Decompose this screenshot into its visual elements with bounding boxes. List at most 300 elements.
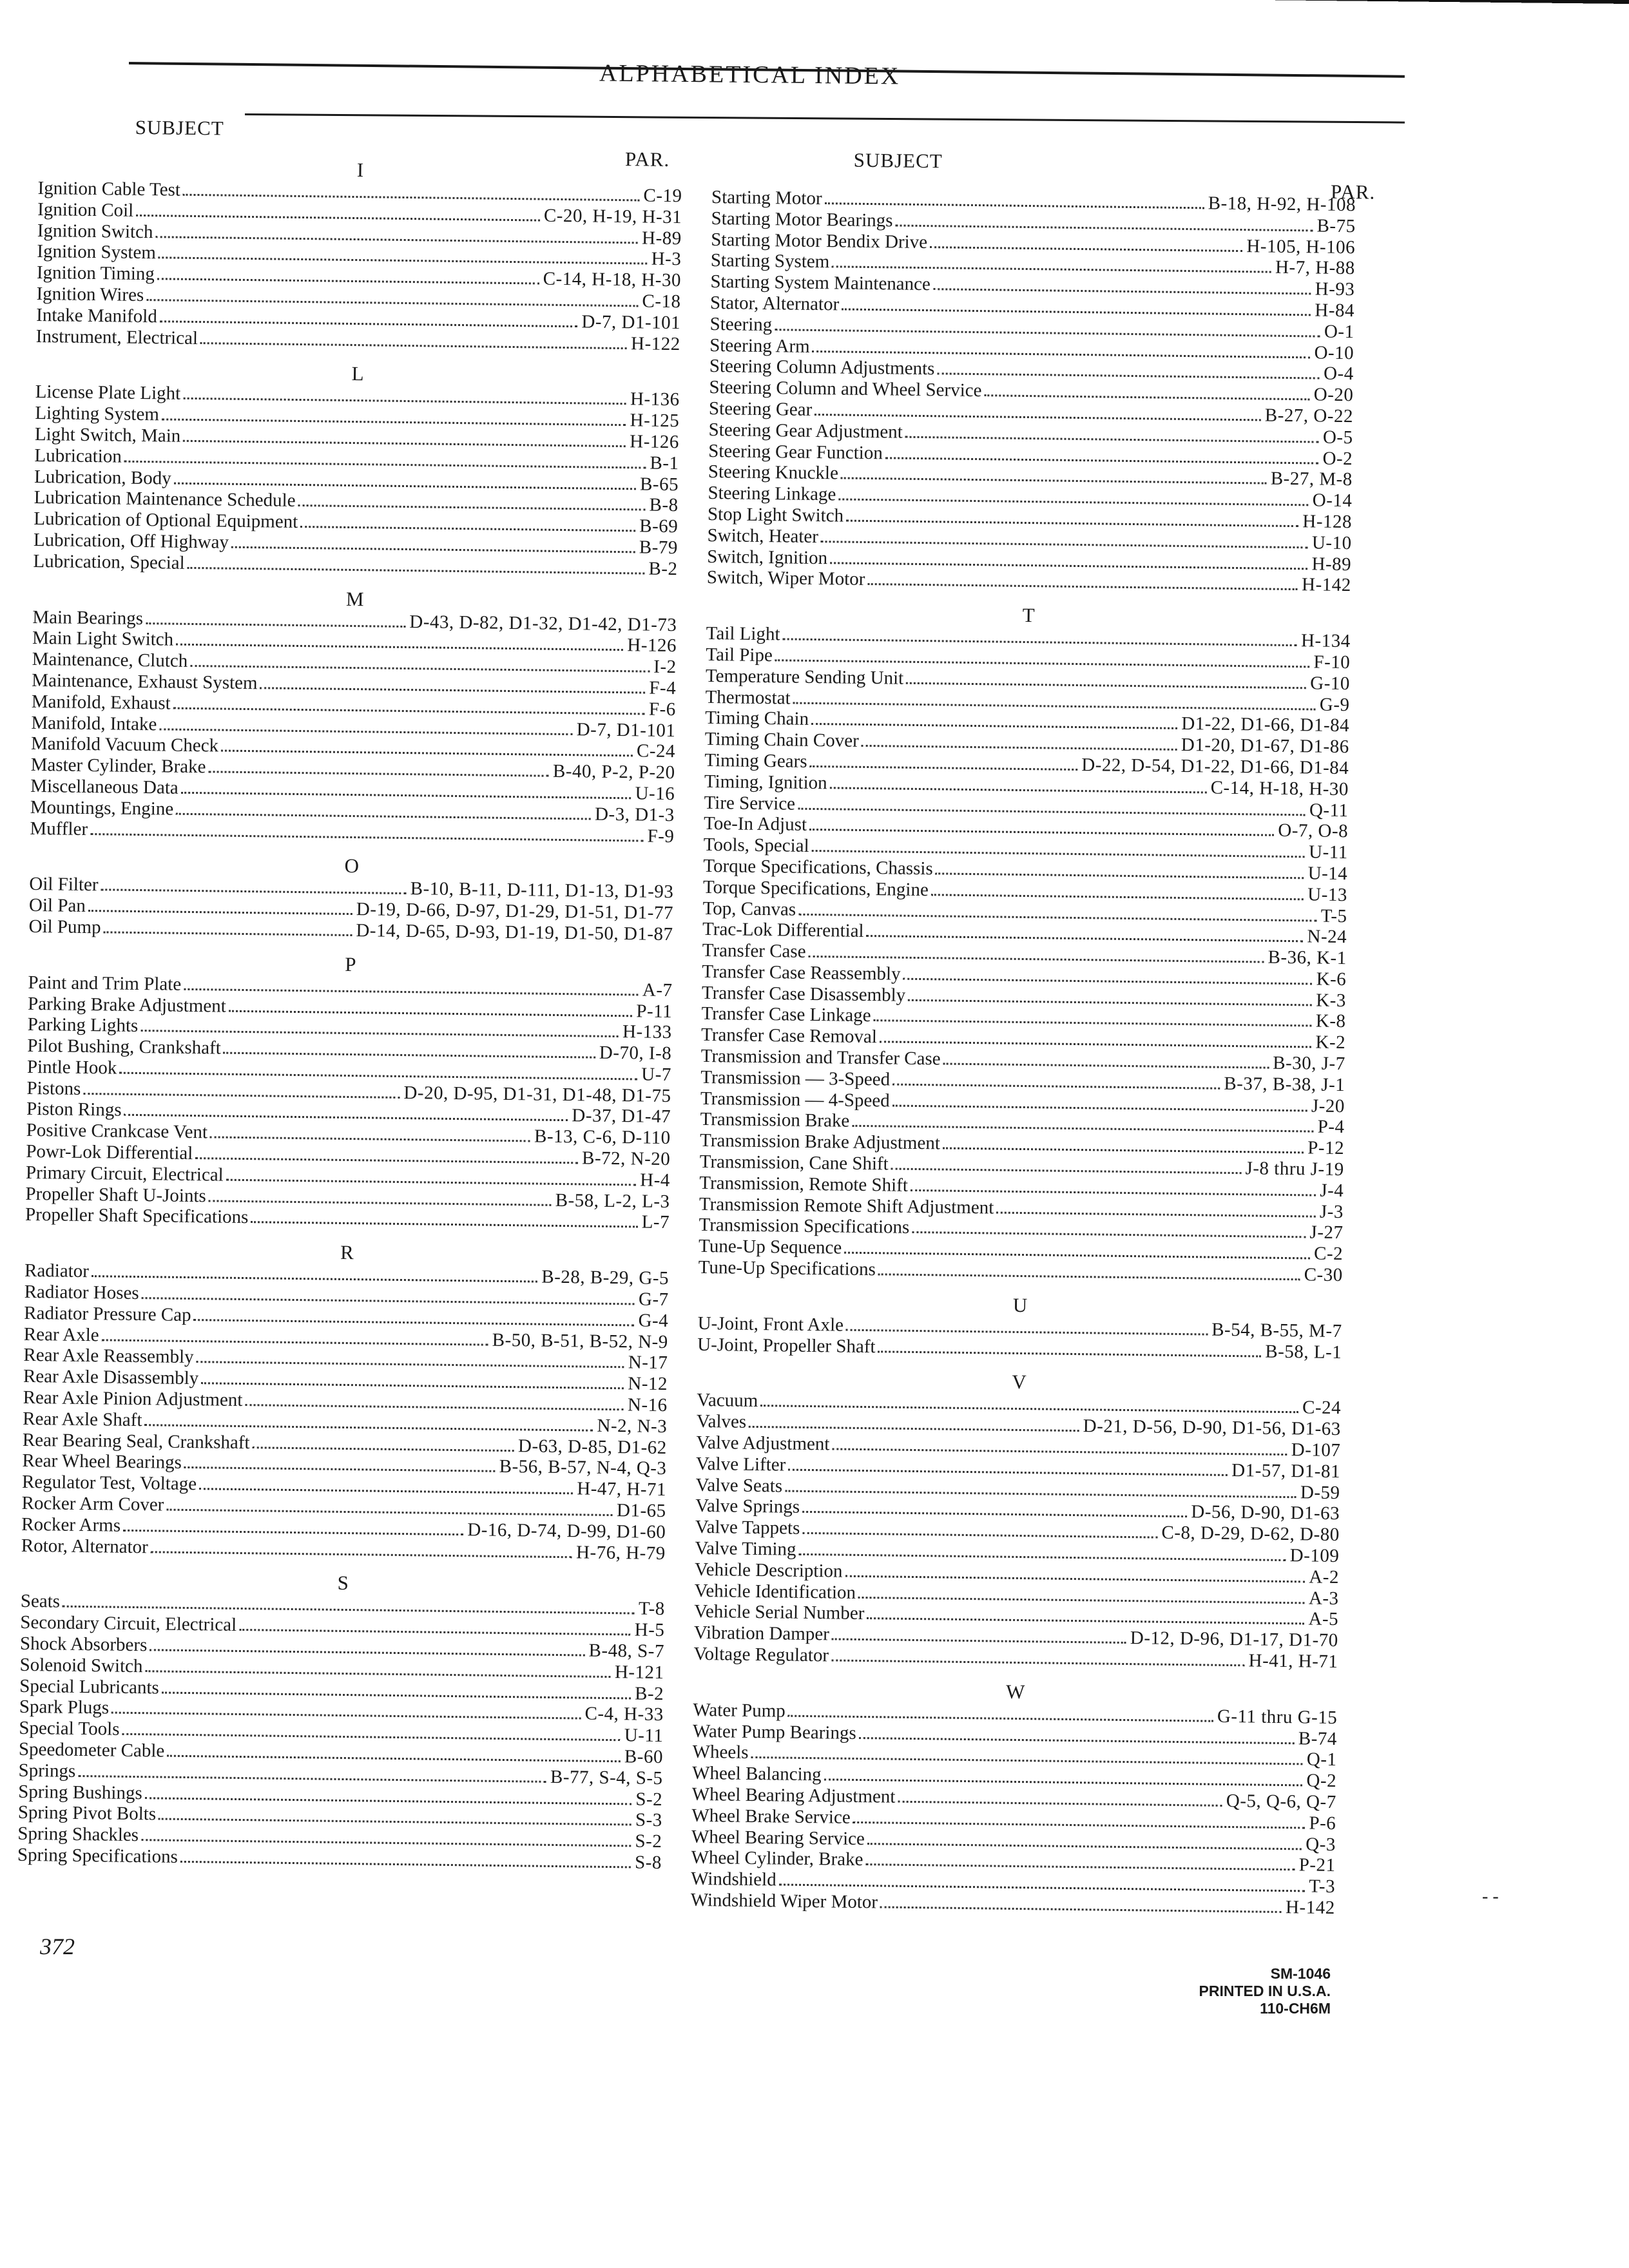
entry-paragraph-ref: U-7 [641,1064,672,1085]
entry-subject: Radiator Pressure Cap [24,1302,191,1325]
entry-subject: Torque Specifications, Engine [702,876,929,900]
entry-subject: Primary Circuit, Electrical [25,1162,224,1186]
entry-subject: Radiator [24,1260,90,1282]
dot-leader [173,707,645,715]
dot-leader [188,567,645,575]
entry-paragraph-ref: S-8 [634,1852,662,1873]
entry-subject: Ignition Cable Test [37,177,181,200]
entry-subject: Rocker Arms [21,1514,121,1536]
entry-subject: Rear Wheel Bearings [22,1450,182,1474]
dot-leader [874,1020,1312,1027]
index-section [707,187,1356,596]
section-letter: L [351,362,364,385]
entry-paragraph-ref: N-2, N-3 [597,1415,668,1437]
index-section [697,1290,1342,1363]
entry-subject: Tail Pipe [706,644,773,666]
entry-paragraph-ref: H-126 [630,431,680,453]
entry-paragraph-ref: Q-5, Q-6, Q-7 [1226,1790,1336,1813]
dot-leader [813,351,1311,358]
entry-subject: Steering Gear Function [708,440,883,463]
entry-paragraph-ref: T-3 [1309,1876,1336,1898]
entry-paragraph-ref: P-12 [1307,1137,1345,1159]
dot-leader [866,935,1303,942]
entry-subject: Transmission, Cane Shift [699,1151,889,1175]
entry-subject: Lubrication, Special [33,550,185,573]
entry-paragraph-ref: C-14, H-18, H-30 [1210,777,1349,800]
dot-leader [852,1125,1313,1133]
dot-leader [298,505,645,511]
entry-paragraph-ref: S-3 [635,1809,662,1831]
dot-leader [885,457,1319,464]
entry-subject: Secondary Circuit, Electrical [20,1612,237,1636]
entry-subject: Spring Bushings [18,1781,142,1803]
dot-leader [160,320,578,327]
dot-leader [151,1551,572,1558]
entry-subject: Ignition Timing [36,262,155,285]
entry-subject: Oil Filter [29,874,99,896]
entry-subject: Tune-Up Specifications [698,1256,876,1280]
entry-subject: Special Lubricants [19,1675,160,1698]
entry-subject: Muffler [30,818,88,840]
dot-leader [788,1468,1228,1475]
entry-subject: Vacuum [697,1390,758,1412]
entry-paragraph-ref: H-84 [1315,300,1355,322]
dot-leader [892,1104,1307,1111]
dot-leader [905,436,1319,443]
entry-subject: Rocker Arm Cover [21,1492,164,1515]
dot-leader [798,807,1306,816]
entry-paragraph-ref: D1-57, D1-81 [1231,1459,1341,1482]
entry-paragraph-ref: B-18, H-92, H-108 [1208,193,1356,216]
entry-subject: Starting Motor Bendix Drive [711,229,928,253]
entry-paragraph-ref: D1-65 [616,1500,666,1522]
index-section [25,949,673,1234]
dot-leader [878,1350,1261,1357]
dot-leader [201,1382,624,1389]
entry-subject: Wheel Bearing Adjustment [691,1783,896,1807]
entry-paragraph-ref: B-48, S-7 [588,1640,665,1662]
dot-leader [815,414,1261,421]
entry-paragraph-ref: B-58, L-1 [1265,1341,1342,1363]
dot-leader [124,460,646,468]
entry-paragraph-ref: K-3 [1316,990,1347,1011]
dot-leader [122,1733,620,1741]
entry-paragraph-ref: H-136 [630,389,680,410]
dot-leader [793,702,1316,710]
section-letter: M [345,587,364,610]
dot-leader [145,1797,632,1805]
dot-leader [788,1715,1213,1722]
entry-paragraph-ref: D-7, D1-101 [581,311,681,333]
entry-paragraph-ref: O-4 [1323,363,1354,385]
entry-subject: Valve Timing [695,1537,796,1560]
entry-subject: Intake Manifold [36,304,158,327]
entry-subject: Manifold Vacuum Check [30,733,219,756]
dot-leader [779,1884,1306,1892]
entry-subject: Water Pump Bearings [692,1720,856,1744]
dot-leader [984,394,1309,400]
dot-leader [865,1863,1295,1870]
dot-leader [199,1488,573,1494]
entry-paragraph-ref: B-28, B-29, G-5 [541,1266,670,1289]
entry-subject: Valve Tappets [695,1517,800,1539]
entry-subject: Mountings, Engine [30,796,174,820]
entry-subject: License Plate Light [35,381,181,405]
dot-leader [936,872,1304,879]
entry-paragraph-ref: H-122 [630,332,680,354]
entry-paragraph-ref: A-2 [1309,1566,1340,1588]
entry-subject: Special Tools [19,1718,120,1740]
entry-paragraph-ref: C-18 [642,291,681,312]
dot-leader [102,1339,488,1345]
entry-subject: Pistons [26,1077,81,1099]
entry-paragraph-ref: B-30, J-7 [1273,1052,1345,1075]
dot-leader [996,1211,1316,1217]
dot-leader [224,1052,595,1059]
entry-paragraph-ref: B-58, L-2, L-3 [555,1189,670,1212]
dot-leader [838,499,1308,506]
entry-paragraph-ref: O-7, O-8 [1278,820,1349,842]
entry-subject: Timing Gears [704,749,807,772]
dot-leader [159,257,648,265]
entry-paragraph-ref: D-107 [1291,1439,1341,1461]
dot-leader [176,644,623,651]
section-letter: I [356,159,364,182]
entry-subject: Lubrication [34,445,122,467]
entry-paragraph-ref: B-72, N-20 [581,1148,671,1170]
entry-paragraph-ref: H-5 [634,1619,665,1641]
entry-subject: Wheel Brake Service [691,1805,851,1828]
dot-leader [159,728,572,735]
entry-paragraph-ref: B-77, S-4, S-5 [550,1766,663,1789]
dot-leader [210,1137,530,1142]
dot-leader [260,687,645,693]
entry-subject: Maintenance, Exhaust System [32,669,258,694]
entry-paragraph-ref: D-63, D-85, D1-62 [517,1435,667,1458]
entry-subject: Positive Crankcase Vent [26,1120,208,1143]
subject-label: SUBJECT [135,115,224,140]
entry-subject: Steering Gear [708,398,813,420]
index-section [36,155,683,355]
entry-paragraph-ref: H-142 [1285,1897,1335,1918]
dot-leader [880,1041,1312,1048]
dot-leader [190,665,650,673]
entry-subject: Main Bearings [32,606,144,629]
entry-paragraph-ref: H-4 [640,1169,671,1191]
dot-leader [78,1775,546,1783]
entry-subject: Solenoid Switch [19,1654,143,1677]
entry-paragraph-ref: Q-1 [1306,1749,1337,1771]
entry-subject: Transmission — 4-Speed [700,1088,890,1111]
dot-leader [183,194,640,202]
entry-paragraph-ref: D1-22, D1-66, D1-84 [1181,713,1350,736]
index-section [21,1237,670,1564]
entry-subject: Tail Light [706,623,780,645]
entry-paragraph-ref: H-126 [627,635,677,657]
entry-subject: Oil Pump [28,916,101,938]
dot-leader [300,526,635,532]
entry-paragraph-ref: B-8 [649,494,679,516]
entry-subject: Regulator Test, Voltage [21,1472,197,1495]
entry-subject: Lubrication, Off Highway [33,529,229,553]
entry-subject: Rear Axle Shaft [23,1408,142,1430]
dot-leader [867,1618,1304,1625]
dot-leader [181,792,631,800]
entry-subject: Switch, Wiper Motor [706,567,865,590]
entry-paragraph-ref: D1-20, D1-67, D1-86 [1181,735,1349,758]
entry-paragraph-ref: B-1 [650,452,679,474]
dot-leader [146,299,638,307]
dot-leader [775,329,1320,337]
entry-paragraph-ref: H-133 [622,1021,672,1043]
entry-subject: Spring Pivot Bolts [17,1802,157,1825]
entry-subject: Seats [20,1591,61,1612]
entry-subject: Rear Bearing Seal, Crankshaft [22,1429,250,1453]
entry-paragraph-ref: D-21, D-56, D-90, D1-56, D1-63 [1083,1416,1341,1440]
entry-paragraph-ref: C-24 [1302,1397,1342,1419]
entry-paragraph-ref: B-79 [639,537,679,559]
entry-subject: Wheels [692,1742,749,1763]
margin-mark: - - [1482,1887,1499,1907]
entry-paragraph-ref: B-74 [1298,1727,1338,1749]
dot-leader [136,215,540,222]
entry-paragraph-ref: B-54, B-55, M-7 [1211,1319,1342,1341]
dot-leader [853,1821,1306,1829]
entry-subject: Pintle Hook [26,1056,117,1079]
entry-subject: Starting Motor [711,186,822,209]
dot-leader [858,1597,1305,1604]
scan-edge-mark [1229,0,1629,19]
entry-subject: Transmission Brake [700,1109,850,1132]
dot-leader [184,988,639,996]
entry-paragraph-ref: B-40, P-2, P-20 [552,760,675,783]
entry-paragraph-ref: H-128 [1302,511,1353,533]
entry-paragraph-ref: D-19, D-66, D-97, D1-29, D1-51, D1-77 [356,899,674,924]
dot-leader [101,889,406,895]
entry-subject: Light Switch, Main [34,423,181,447]
entry-paragraph-ref: U-16 [635,783,675,805]
entry-paragraph-ref: D-109 [1289,1545,1340,1567]
section-letter: T [1022,604,1035,627]
entry-subject: Tune-Up Sequence [698,1236,842,1258]
dot-leader [180,1861,631,1869]
entry-subject: Stator, Alternator [709,292,840,315]
entry-paragraph-ref: K-6 [1316,968,1347,990]
entry-subject: Starting System [710,250,830,273]
dot-leader [830,562,1307,570]
entry-paragraph-ref: O-5 [1322,427,1353,448]
entry-subject: Ignition System [37,241,157,264]
entry-paragraph-ref: J-4 [1320,1180,1344,1201]
section-letter: V [1012,1370,1027,1394]
dot-leader [802,1511,1187,1517]
entry-subject: Valve Adjustment [696,1432,830,1455]
dot-leader [832,266,1271,273]
dot-leader [809,829,1274,836]
entry-paragraph-ref: B-27, M-8 [1270,468,1353,490]
dot-leader [862,745,1177,751]
entry-paragraph-ref: H-121 [614,1661,664,1683]
dot-leader [193,1319,634,1326]
entry-paragraph-ref: U-11 [624,1725,664,1747]
dot-leader [176,812,591,820]
dot-leader [911,1189,1316,1196]
entry-paragraph-ref: K-8 [1315,1011,1346,1032]
print-footer [1137,1965,1331,2017]
dot-leader [812,850,1306,858]
entry-paragraph-ref: G-4 [638,1310,669,1331]
entry-paragraph-ref: D-3, D1-3 [594,803,675,825]
entry-paragraph-ref: H-93 [1315,278,1355,300]
entry-paragraph-ref: S-2 [635,1789,663,1810]
par-label: PAR. [624,148,670,171]
dot-leader [831,1659,1245,1666]
dot-leader [167,1755,621,1763]
dot-leader [782,639,1297,647]
entry-subject: Steering Column Adjustments [709,356,935,380]
entry-subject: Ignition Switch [37,220,153,242]
entry-subject: Steering Arm [709,334,810,357]
dot-leader [174,482,636,490]
entry-subject: U-Joint, Front Axle [697,1312,844,1336]
entry-subject: Propeller Shaft U-Joints [25,1183,207,1206]
entry-subject: Transfer Case [702,940,806,962]
dot-leader [252,1446,514,1452]
entry-subject: Wheel Bearing Service [691,1826,865,1849]
entry-subject: Transfer Case Linkage [701,1003,871,1026]
entry-paragraph-ref: N-24 [1307,926,1347,948]
index-section [17,1568,666,1874]
entry-paragraph-ref: B-10, B-11, D-111, D1-13, D1-93 [410,878,674,903]
dot-leader [159,1818,631,1826]
entry-subject: Rear Axle Disassembly [23,1366,199,1389]
page-title: ALPHABETICAL INDEX [599,59,901,90]
entry-paragraph-ref: O-20 [1313,384,1354,406]
entry-subject: Steering Gear Adjustment [708,419,903,443]
entry-paragraph-ref: U-13 [1307,884,1348,905]
dot-leader [808,956,1264,963]
entry-paragraph-ref: B-65 [639,474,679,495]
dot-leader [892,1083,1220,1089]
entry-paragraph-ref: F-10 [1313,651,1351,673]
dot-leader [200,342,627,349]
entry-subject: Windshield Wiper Motor [690,1889,878,1913]
dot-leader [832,1639,1126,1644]
entry-subject: Vehicle Serial Number [694,1601,865,1624]
entry-paragraph-ref: D-12, D-96, D1-17, D1-70 [1130,1628,1338,1651]
entry-paragraph-ref: A-3 [1308,1588,1339,1609]
entry-subject: Valve Lifter [695,1453,786,1475]
dot-leader [844,1252,1310,1260]
entry-paragraph-ref: A-7 [642,979,673,1001]
entry-subject: Lubrication Maintenance Schedule [34,487,296,512]
entry-subject: Timing Chain Cover [704,729,859,751]
entry-subject: Toe-In Adjust [703,813,807,836]
entry-paragraph-ref: F-6 [648,698,676,720]
entry-subject: Manifold, Intake [31,712,157,735]
index-section [30,583,677,847]
dot-leader [785,1490,1296,1498]
entry-paragraph-ref: B-13, C-6, D-110 [534,1126,671,1149]
entry-paragraph-ref: D-14, D-65, D-93, D1-19, D1-50, D1-87 [356,920,673,945]
entry-subject: Lubrication of Optional Equipment [34,508,298,533]
dot-leader [842,308,1311,316]
dot-leader [821,541,1308,548]
entry-subject: Transmission Brake Adjustment [699,1130,941,1154]
dot-leader [930,246,1242,252]
entry-subject: Ignition Wires [36,283,144,305]
dot-leader [111,1712,581,1720]
entry-subject: Valves [696,1411,747,1433]
entry-subject: Timing Chain [704,707,809,730]
entry-paragraph-ref: H-47, H-71 [577,1478,667,1501]
dot-leader [166,1509,613,1516]
dot-leader [103,931,352,936]
dot-leader [824,1778,1303,1786]
dot-leader [943,1148,1304,1154]
entry-subject: Spring Specifications [17,1844,178,1867]
entry-paragraph-ref: B-60 [624,1746,664,1768]
entry-subject: Rotor, Alternator [21,1535,149,1557]
entry-subject: Voltage Regulator [693,1643,829,1666]
entry-paragraph-ref: C-4, H-33 [584,1703,664,1725]
dot-leader [231,546,635,553]
entry-paragraph-ref: G-11 thru G-15 [1217,1706,1338,1728]
entry-subject: Transmission — 3-Speed [700,1066,891,1090]
entry-paragraph-ref: K-2 [1315,1032,1346,1053]
entry-subject: Propeller Shaft Specifications [24,1204,249,1228]
dot-leader [809,765,1077,771]
index-column-body [17,155,682,1874]
entry-subject: Tools, Special [703,834,809,857]
entry-paragraph-ref: O-1 [1324,321,1354,342]
entry-paragraph-ref: G-9 [1319,694,1350,715]
dot-leader [208,771,549,776]
dot-leader [802,1532,1157,1539]
entry-subject: Torque Specifications, Chassis [703,855,933,879]
entry-paragraph-ref: B-56, B-57, N-4, Q-3 [499,1456,667,1479]
entry-paragraph-ref: N-17 [628,1352,668,1374]
entry-paragraph-ref: H-89 [641,227,682,249]
entry-paragraph-ref: L-7 [641,1212,670,1233]
entry-subject: Ignition Coil [37,198,134,221]
index-section [28,850,674,945]
entry-subject: Stop Light Switch [707,503,844,526]
entry-subject: Powr-Lok Differential [26,1140,193,1164]
index-section [699,600,1351,1286]
entry-paragraph-ref: J-3 [1319,1201,1344,1222]
entry-subject: Miscellaneous Data [30,775,178,798]
entry-paragraph-ref: A-5 [1308,1608,1339,1630]
entry-subject: Starting Motor Bearings [711,207,893,231]
dot-leader [155,236,638,244]
entry-subject: Transmission Remote Shift Adjustment [699,1193,994,1218]
dot-leader [859,1737,1295,1744]
entry-paragraph-ref: N-12 [628,1373,668,1395]
entry-paragraph-ref: H-3 [651,249,682,270]
entry-subject: Steering Knuckle [708,461,839,484]
entry-paragraph-ref: J-8 thru J-19 [1245,1158,1344,1180]
dot-leader [749,1426,1079,1432]
dot-leader [157,278,539,284]
entry-subject: Pilot Bushing, Crankshaft [27,1035,222,1059]
dot-leader [197,1361,624,1369]
entry-paragraph-ref: P-6 [1309,1812,1336,1834]
entry-paragraph-ref: O-10 [1314,342,1354,363]
dot-leader [251,1222,637,1228]
dot-leader [931,894,1304,900]
entry-paragraph-ref: U-11 [1308,841,1348,863]
